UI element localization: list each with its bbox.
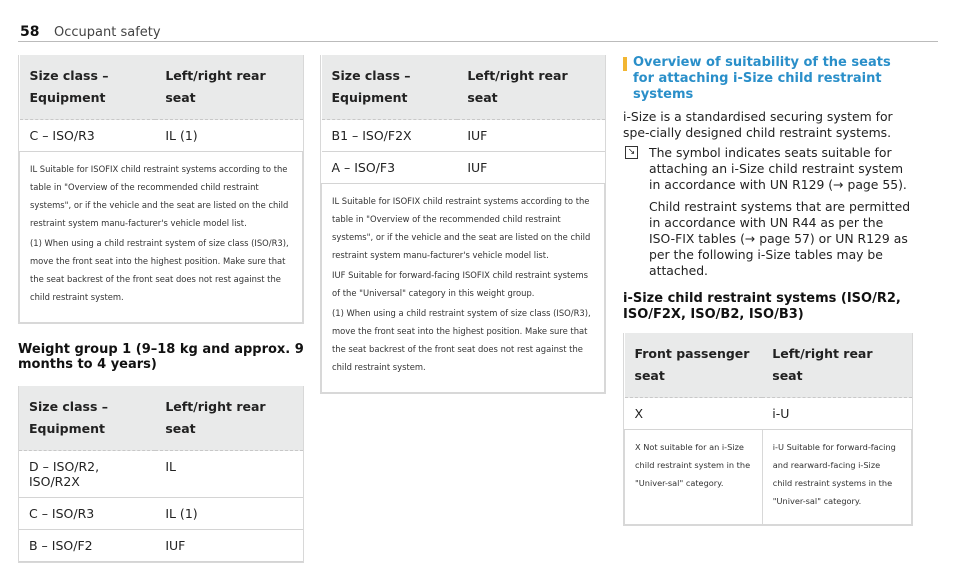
table-cell: i-U (762, 398, 911, 430)
symbol-text-1: The symbol indicates seats suitable for attaching an i-Size child restraint system in accordance with UN R129 (→ page 55). (649, 145, 907, 192)
note-il: IL Suitable for ISOFIX child restraint systems according to the table in "Overview of the recommended child restraint systems", or if the vehicle and the seat are listed on the child restraint system manu-facturer's vehicle model list. (332, 196, 591, 260)
column-middle (320, 55, 606, 394)
table-note (322, 184, 605, 393)
table-row (322, 152, 605, 184)
weight-group-heading: Weight group 1 (9–18 kg and approx. 9 months to 4 years) (18, 342, 304, 372)
note-iuf: IUF Suitable for forward-facing ISOFIX child restraint systems of the "Universal" category in this weight group. (332, 270, 588, 298)
table-cell: IL (1) (155, 120, 302, 152)
table-row (19, 451, 303, 498)
table-size-class-3 (320, 55, 606, 394)
table-size-class-1 (18, 55, 304, 324)
table-header-rear-seat: Left/right rear seat (457, 55, 604, 120)
table-header-rear-seat: Left/right rear seat (155, 55, 302, 120)
table-header-rear-seat: Left/right rear seat (762, 333, 911, 398)
table-cell: D – ISO/R2, ISO/R2X (19, 451, 155, 498)
table-cell: C – ISO/R3 (19, 498, 155, 530)
table-header-front-seat: Front passenger seat (625, 333, 763, 398)
table-cell: C – ISO/R3 (20, 120, 156, 152)
table-cell: IL (155, 451, 303, 498)
note-il: IL Suitable for ISOFIX child restraint systems according to the table in "Overview of the recommended child restraint systems", or if the vehicle and the seat are listed on the child restraint system manu-facturer's vehicle model list. (30, 164, 289, 228)
table-cell: B1 – ISO/F2X (322, 120, 458, 152)
table-cell: B – ISO/F2 (19, 530, 155, 562)
table-cell: X (625, 398, 763, 430)
page-header (18, 22, 938, 42)
table-row (19, 498, 303, 530)
note-1: (1) When using a child restraint system of size class (ISO/R3), move the front seat into the highest position. Make sure that the seat backrest of the front seat does not rest against the child restraint system. (332, 308, 591, 372)
table-header-rear-seat: Left/right rear seat (155, 386, 303, 451)
table-header-size-class: Size class – Equipment (322, 55, 458, 120)
page-number: 58 (20, 24, 40, 40)
table-cell: IUF (457, 152, 604, 184)
table-header-size-class: Size class – Equipment (19, 386, 155, 451)
section-title: Occupant safety (54, 25, 161, 40)
i-size-heading: i-Size child restraint systems (ISO/R2, ISO/F2X, ISO/B2, ISO/B3) (623, 291, 901, 322)
table-i-size (623, 333, 913, 526)
i-size-seat-icon: ↘ (625, 146, 638, 159)
symbol-text-2: Child restraint systems that are permitted in accordance with UN R44 as per the ISO-FIX tables (→ page 57) or UN R129 as per the following i-Size tables may be attached. (649, 199, 911, 278)
table-cell: IUF (457, 120, 604, 152)
column-left (18, 55, 304, 563)
note-1: (1) When using a child restraint system of size class (ISO/R3), move the front seat into the highest position. Make sure that the seat backrest of the front seat does not rest against the child restraint system. (30, 238, 289, 302)
table-row (19, 530, 303, 562)
table-cell: IUF (155, 530, 303, 562)
overview-heading: Overview of suitability of the seats for attaching i-Size child restraint systems (623, 55, 913, 103)
table-row (20, 120, 303, 152)
table-cell: A – ISO/F3 (322, 152, 458, 184)
table-cell: IL (1) (155, 498, 303, 530)
table-row (625, 398, 912, 430)
table-size-class-2 (18, 386, 304, 563)
table-note-iu: i-U Suitable for forward-facing and rearward-facing i-Size child restraint systems in the "Univer-sal" category. (762, 430, 911, 525)
table-row (322, 120, 605, 152)
table-header-size-class: Size class – Equipment (20, 55, 156, 120)
table-note (20, 152, 303, 323)
intro-paragraph: i-Size is a standardised securing system for spe-cially designed child restraint systems. (623, 109, 893, 140)
symbol-note (623, 145, 913, 279)
table-note-x: X Not suitable for an i-Size child restraint system in the "Univer-sal" category. (625, 430, 763, 525)
column-right (623, 55, 913, 526)
